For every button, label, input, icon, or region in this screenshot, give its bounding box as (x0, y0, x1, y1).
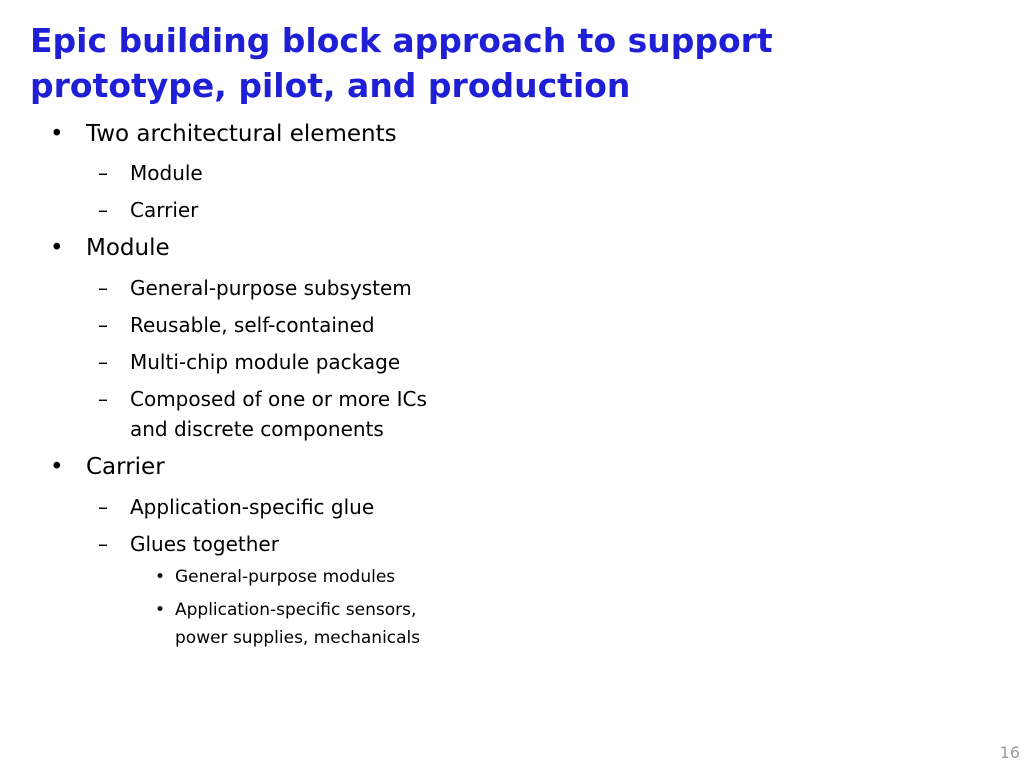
dash-marker: – (98, 276, 108, 300)
sub-bullet-application-specific-glue (98, 492, 375, 522)
dash-marker: – (98, 387, 108, 411)
bullet-marker: • (50, 121, 64, 147)
sub-bullet-text: and discrete components (130, 417, 384, 441)
sub-bullet-text: Multi-chip module package (130, 350, 401, 374)
bullet-text: Module (86, 235, 170, 261)
dash-marker: – (98, 350, 108, 374)
sub-bullet-composed-continuation (130, 414, 384, 444)
sub-bullet-text: General-purpose subsystem (130, 276, 412, 300)
sub-bullet-text: Module (130, 161, 203, 185)
bullet-marker: • (50, 235, 64, 261)
sub-sub-bullet-application-specific-sensors (155, 597, 417, 624)
sub-sub-bullet-general-purpose-modules (155, 564, 396, 591)
dash-marker: – (98, 532, 108, 556)
dash-marker: – (98, 495, 108, 519)
bullet-two-architectural-elements (50, 120, 397, 148)
sub-sub-bullet-text: General-purpose modules (175, 567, 396, 587)
sub-bullet-composed (98, 384, 427, 414)
sub-sub-bullet-text: Application-specific sensors, (175, 600, 417, 620)
dash-marker: – (98, 313, 108, 337)
sub-bullet-reusable (98, 310, 375, 340)
sub-bullet-text: Glues together (130, 532, 279, 556)
dash-marker: – (98, 198, 108, 222)
sub-bullet-glues-together (98, 529, 279, 559)
sub-bullet-multi-chip (98, 347, 401, 377)
bullet-marker: • (155, 567, 166, 587)
bullet-text: Two architectural elements (86, 121, 397, 147)
bullet-marker: • (50, 454, 64, 480)
sub-bullet-text: Composed of one or more ICs (130, 387, 427, 411)
bullet-marker: • (155, 600, 166, 620)
dash-marker: – (98, 161, 108, 185)
sub-sub-bullet-application-specific-sensors-continuation (175, 625, 420, 652)
sub-sub-bullet-text: power supplies, mechanicals (175, 628, 421, 648)
slide-title-line-1: Epic building block approach to support (30, 21, 773, 60)
sub-bullet-text: Application-specific glue (130, 495, 375, 519)
page-number: 16 (999, 743, 1020, 762)
sub-bullet-text: Reusable, self-contained (130, 313, 375, 337)
slide-title-line-2: prototype, pilot, and production (30, 66, 631, 105)
sub-bullet-carrier (98, 195, 199, 225)
sub-bullet-general-purpose-subsystem (98, 273, 412, 303)
sub-bullet-text: Carrier (130, 198, 199, 222)
sub-bullet-module (98, 158, 203, 188)
bullet-carrier (50, 453, 165, 481)
bullet-module (50, 234, 170, 262)
bullet-text: Carrier (86, 454, 165, 480)
